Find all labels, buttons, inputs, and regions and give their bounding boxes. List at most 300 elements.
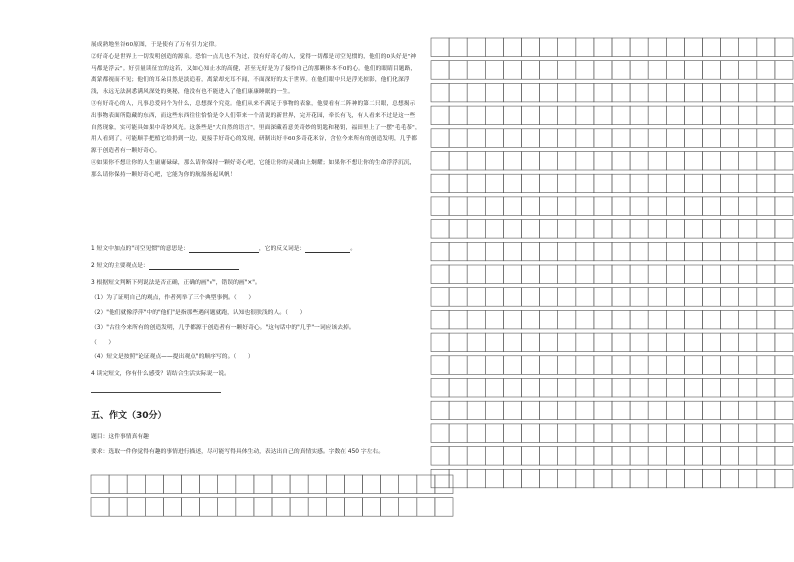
grid-cell — [576, 197, 594, 216]
grid-cell — [127, 475, 145, 494]
grid-cell — [721, 242, 739, 260]
grid-cell — [91, 498, 109, 517]
grid-cell — [467, 242, 485, 260]
grid-cell — [703, 174, 721, 193]
grid-cell — [757, 310, 775, 329]
grid-cell — [467, 379, 485, 398]
grid-cell — [684, 61, 702, 79]
grid-cell — [775, 288, 793, 307]
grid-cell — [739, 424, 757, 443]
grid-cell — [290, 498, 308, 517]
grid-cell — [236, 475, 254, 494]
grid-cell — [540, 242, 558, 260]
grid-cell — [558, 152, 576, 171]
grid-cell — [648, 197, 666, 216]
grid-cell — [721, 220, 739, 239]
grid-cell — [503, 220, 521, 239]
grid-cell — [666, 265, 684, 284]
grid-cell — [236, 498, 254, 517]
grid-cell — [485, 61, 503, 79]
grid-cell — [431, 424, 449, 443]
grid-cell — [449, 220, 467, 239]
grid-cell — [612, 424, 630, 443]
grid-cell — [775, 310, 793, 329]
grid-cell — [684, 379, 702, 398]
grid-cell — [775, 152, 793, 171]
grid-cell — [522, 469, 540, 488]
grid-cell — [757, 174, 775, 193]
grid-cell — [540, 83, 558, 102]
grid-cell — [522, 220, 540, 239]
grid-cell — [503, 469, 521, 488]
grid-cell — [739, 174, 757, 193]
grid-cell — [503, 106, 521, 125]
grid-cell — [467, 83, 485, 102]
grid-cell — [666, 288, 684, 307]
grid-cell — [344, 498, 362, 517]
grid-cell — [522, 106, 540, 125]
grid-cell — [503, 379, 521, 398]
grid-cell — [721, 83, 739, 102]
grid-cell — [648, 379, 666, 398]
grid-cell — [648, 310, 666, 329]
grid-cell — [540, 174, 558, 193]
grid-cell — [417, 498, 435, 517]
grid-cell — [522, 333, 540, 352]
grid-cell — [666, 401, 684, 420]
grid-cell — [308, 498, 326, 517]
grid-cell — [558, 356, 576, 375]
grid-cell — [757, 129, 775, 148]
grid-cell — [594, 83, 612, 102]
grid-cell — [612, 242, 630, 260]
grid-cell — [757, 220, 775, 239]
grid-cell — [684, 333, 702, 352]
grid-cell — [666, 197, 684, 216]
grid-cell — [739, 333, 757, 352]
grid-cell — [630, 356, 648, 375]
grid-cell — [449, 401, 467, 420]
grid-cell — [666, 333, 684, 352]
grid-cell — [145, 475, 163, 494]
grid-cell — [576, 83, 594, 102]
grid-cell — [558, 333, 576, 352]
essay-grid-bottom[interactable] — [91, 475, 453, 516]
grid-cell — [576, 61, 594, 79]
grid-cell — [290, 475, 308, 494]
grid-cell — [594, 129, 612, 148]
grid-cell — [485, 424, 503, 443]
grid-cell — [775, 469, 793, 488]
grid-cell — [522, 83, 540, 102]
grid-cell — [648, 265, 666, 284]
grid-cell — [449, 310, 467, 329]
grid-cell — [666, 129, 684, 148]
grid-cell — [666, 174, 684, 193]
grid-cell — [721, 38, 739, 57]
grid-cell — [612, 129, 630, 148]
grid-cell — [467, 220, 485, 239]
grid-cell — [218, 498, 236, 517]
grid-cell — [485, 83, 503, 102]
grid-cell — [431, 379, 449, 398]
grid-cell — [485, 129, 503, 148]
grid-cell — [684, 447, 702, 466]
grid-cell — [739, 356, 757, 375]
grid-cell — [594, 310, 612, 329]
grid-cell — [703, 310, 721, 329]
grid-cell — [485, 174, 503, 193]
grid-cell — [648, 61, 666, 79]
grid-cell — [326, 498, 344, 517]
grid-cell — [648, 106, 666, 125]
grid-cell — [648, 83, 666, 102]
grid-cell — [775, 38, 793, 57]
grid-cell — [467, 356, 485, 375]
grid-cell — [757, 288, 775, 307]
grid-cell — [721, 333, 739, 352]
grid-cell — [648, 424, 666, 443]
grid-cell — [272, 475, 290, 494]
grid-cell — [431, 288, 449, 307]
grid-cell — [703, 197, 721, 216]
grid-cell — [721, 106, 739, 125]
grid-cell — [558, 310, 576, 329]
grid-cell — [503, 242, 521, 260]
passage-paragraph: ②好奇心是世界上一切发明创造的源泉。恐怕一点儿也不为过，没有好奇心的人，觉得一切都是司空见惯的，他们的0头好是"神马都是浮云"。好引量读征宜的这若，又如心知止水的高健，甚至无好是为了接怜自己的那颗体本不0的心。他们的眼睛目题路，离蒙都视而不见；他们的耳朵目然是淡追着，离蒙却充耳不闻，不面深好的太于世界。在他们眼中只是浮光掠影，他们化深浮浅，永远无法洞悉满风深处的奥秘，他没有也不能进入了他们康康睡眠的一生。 — [91, 53, 417, 96]
grid-cell — [666, 356, 684, 375]
grid-cell — [703, 242, 721, 260]
question-4: 4 读完短文，你有什么感受？请结合生活实际说一说。 — [91, 371, 230, 377]
question-1: 1 短文中加点的"司空见惯"的意思是： ，它的反义词是： 。 — [91, 246, 357, 252]
grid-cell — [558, 83, 576, 102]
grid-cell — [576, 333, 594, 352]
grid-cell — [522, 424, 540, 443]
grid-cell — [630, 174, 648, 193]
grid-cell — [449, 447, 467, 466]
grid-cell — [522, 265, 540, 284]
grid-cell — [417, 475, 435, 494]
grid-cell — [163, 475, 181, 494]
grid-cell — [399, 498, 417, 517]
grid-cell — [540, 265, 558, 284]
grid-cell — [594, 379, 612, 398]
grid-cell — [431, 401, 449, 420]
grid-cell — [757, 379, 775, 398]
grid-cell — [703, 83, 721, 102]
grid-cell — [648, 447, 666, 466]
grid-cell — [594, 288, 612, 307]
grid-cell — [540, 379, 558, 398]
grid-cell — [703, 469, 721, 488]
grid-cell — [503, 288, 521, 307]
grid-cell — [163, 498, 181, 517]
grid-cell — [449, 61, 467, 79]
grid-cell — [576, 356, 594, 375]
grid-cell — [775, 379, 793, 398]
grid-cell — [522, 38, 540, 57]
grid-cell — [612, 220, 630, 239]
grid-cell — [576, 220, 594, 239]
grid-cell — [576, 424, 594, 443]
grid-cell — [503, 356, 521, 375]
grid-cell — [503, 265, 521, 284]
grid-cell — [648, 401, 666, 420]
grid-cell — [612, 174, 630, 193]
question-3-item: （2）"他们就像浮萍"中的"他们"是指那些遇问题就跑，认知也很肤浅的人。（ ） — [91, 310, 306, 316]
grid-cell — [485, 242, 503, 260]
grid-cell — [684, 288, 702, 307]
grid-cell — [666, 106, 684, 125]
grid-cell — [612, 401, 630, 420]
grid-cell — [739, 83, 757, 102]
grid-cell — [757, 265, 775, 284]
grid-cell — [467, 288, 485, 307]
grid-cell — [467, 265, 485, 284]
grid-cell — [485, 401, 503, 420]
composition-title: 题目：这件事情真有趣 — [91, 434, 149, 440]
composition-requirement: 要求：选取一件你觉得有趣的事情进行描述，尽可能写得具体生动，表达出自己的真情实感。字数在 450 字左右。 — [91, 449, 385, 455]
grid-cell — [522, 61, 540, 79]
grid-cell — [757, 152, 775, 171]
grid-cell — [485, 265, 503, 284]
grid-cell — [739, 61, 757, 79]
grid-cell — [703, 152, 721, 171]
grid-cell — [630, 152, 648, 171]
grid-cell — [648, 129, 666, 148]
grid-cell — [775, 242, 793, 260]
grid-cell — [540, 220, 558, 239]
grid-cell — [630, 469, 648, 488]
grid-cell — [522, 447, 540, 466]
grid-cell — [91, 475, 109, 494]
grid-cell — [721, 265, 739, 284]
grid-cell — [485, 106, 503, 125]
grid-cell — [576, 174, 594, 193]
grid-cell — [485, 152, 503, 171]
grid-cell — [666, 447, 684, 466]
grid-cell — [757, 469, 775, 488]
grid-cell — [431, 152, 449, 171]
grid-cell — [449, 288, 467, 307]
grid-cell — [721, 379, 739, 398]
grid-cell — [684, 220, 702, 239]
grid-cell — [757, 61, 775, 79]
grid-cell — [703, 61, 721, 79]
grid-cell — [775, 424, 793, 443]
grid-cell — [576, 379, 594, 398]
grid-cell — [109, 475, 127, 494]
grid-cell — [218, 475, 236, 494]
grid-cell — [684, 174, 702, 193]
grid-cell — [594, 401, 612, 420]
grid-cell — [435, 498, 453, 517]
grid-cell — [684, 424, 702, 443]
grid-cell — [540, 197, 558, 216]
grid-cell — [522, 197, 540, 216]
grid-cell — [431, 333, 449, 352]
grid-cell — [467, 38, 485, 57]
grid-cell — [648, 356, 666, 375]
grid-cell — [540, 469, 558, 488]
grid-cell — [757, 447, 775, 466]
grid-cell — [431, 61, 449, 79]
grid-cell — [363, 475, 381, 494]
grid-cell — [485, 38, 503, 57]
essay-grid-right[interactable] — [431, 38, 793, 488]
grid-cell — [739, 106, 757, 125]
grid-cell — [449, 379, 467, 398]
grid-cell — [630, 129, 648, 148]
grid-cell — [540, 288, 558, 307]
grid-cell — [485, 220, 503, 239]
passage-paragraph: 展成熟地坐谷60原图，于是使有了万有引力定律。 — [91, 42, 221, 48]
grid-cell — [540, 129, 558, 148]
grid-cell — [757, 333, 775, 352]
grid-cell — [576, 265, 594, 284]
grid-cell — [721, 288, 739, 307]
grid-cell — [540, 447, 558, 466]
grid-cell — [721, 447, 739, 466]
grid-cell — [703, 447, 721, 466]
grid-cell — [775, 129, 793, 148]
grid-cell — [666, 424, 684, 443]
grid-cell — [540, 106, 558, 125]
grid-cell — [145, 498, 163, 517]
grid-cell — [739, 401, 757, 420]
grid-cell — [612, 61, 630, 79]
grid-cell — [775, 83, 793, 102]
grid-cell — [485, 197, 503, 216]
grid-cell — [684, 83, 702, 102]
grid-cell — [612, 106, 630, 125]
grid-cell — [522, 242, 540, 260]
grid-cell — [666, 38, 684, 57]
grid-cell — [449, 333, 467, 352]
grid-cell — [522, 310, 540, 329]
grid-cell — [703, 379, 721, 398]
grid-cell — [576, 447, 594, 466]
grid-cell — [757, 401, 775, 420]
grid-cell — [775, 197, 793, 216]
grid-cell — [558, 129, 576, 148]
grid-cell — [503, 152, 521, 171]
grid-cell — [540, 333, 558, 352]
grid-cell — [757, 242, 775, 260]
grid-cell — [721, 197, 739, 216]
grid-cell — [757, 356, 775, 375]
grid-cell — [540, 424, 558, 443]
grid-cell — [200, 475, 218, 494]
grid-cell — [630, 379, 648, 398]
grid-cell — [775, 220, 793, 239]
grid-cell — [503, 424, 521, 443]
grid-cell — [684, 129, 702, 148]
grid-cell — [522, 288, 540, 307]
grid-cell — [576, 310, 594, 329]
passage-paragraph: ③有好奇心的人，凡事总爱问个为什么，总想探个究竟。他们从来不满足于事物的表象，他要看有二阵神的第二只眼，总想揭示出事物表面所隐藏的东西，而这些东西往往恰恰是令人们带来一个清说的新世界，完开花园，牵长有飞，有人看来不过是这一些自然现象，实可能具如果中奇妙风光。这条些是"大自然的语言"，里面深藏着意美奇妙的钥匙和秘钥，福田里上了一摆"毛毛茶"，用人看到了，可能顺手把植它给扔到一边，更接手好奇心的发现，研制出好丰60多奇花米谷，含位今来所有的创造发明，几乎都源于创造者有一颗好奇心。 — [91, 100, 421, 155]
grid-cell — [703, 356, 721, 375]
grid-cell — [666, 379, 684, 398]
grid-cell — [467, 333, 485, 352]
grid-cell — [630, 424, 648, 443]
grid-cell — [467, 129, 485, 148]
grid-cell — [775, 356, 793, 375]
grid-cell — [540, 152, 558, 171]
grid-cell — [431, 265, 449, 284]
grid-cell — [739, 447, 757, 466]
grid-cell — [503, 174, 521, 193]
grid-cell — [467, 61, 485, 79]
grid-cell — [648, 288, 666, 307]
grid-cell — [127, 498, 145, 517]
grid-cell — [503, 129, 521, 148]
grid-cell — [449, 197, 467, 216]
grid-cell — [594, 356, 612, 375]
grid-cell — [200, 498, 218, 517]
grid-cell — [467, 310, 485, 329]
grid-cell — [558, 38, 576, 57]
grid-cell — [467, 447, 485, 466]
grid-cell — [449, 83, 467, 102]
grid-cell — [558, 469, 576, 488]
grid-cell — [449, 424, 467, 443]
grid-cell — [739, 220, 757, 239]
grid-cell — [739, 152, 757, 171]
grid-cell — [467, 401, 485, 420]
grid-cell — [540, 310, 558, 329]
grid-cell — [757, 424, 775, 443]
grid-cell — [684, 310, 702, 329]
grid-cell — [435, 475, 453, 494]
grid-cell — [576, 106, 594, 125]
question-3-item: （4）短文是按照"论证观点——提出观点"的顺序写的。（ ） — [91, 354, 254, 360]
grid-cell — [684, 265, 702, 284]
grid-cell — [431, 310, 449, 329]
grid-cell — [612, 152, 630, 171]
grid-cell — [666, 242, 684, 260]
grid-cell — [594, 265, 612, 284]
grid-cell — [775, 447, 793, 466]
grid-cell — [721, 129, 739, 148]
grid-cell — [612, 379, 630, 398]
grid-cell — [630, 447, 648, 466]
grid-cell — [612, 469, 630, 488]
grid-cell — [684, 38, 702, 57]
grid-cell — [558, 197, 576, 216]
grid-cell — [630, 265, 648, 284]
grid-cell — [467, 174, 485, 193]
grid-cell — [576, 288, 594, 307]
grid-cell — [576, 129, 594, 148]
grid-cell — [684, 401, 702, 420]
grid-cell — [485, 333, 503, 352]
grid-cell — [739, 129, 757, 148]
grid-cell — [381, 498, 399, 517]
grid-cell — [558, 106, 576, 125]
question-3-item: （ ） — [91, 340, 115, 346]
grid-cell — [254, 475, 272, 494]
grid-cell — [449, 174, 467, 193]
question-3-item: （1）为了证明自己的观点，作者列举了三个典型事例。（ ） — [91, 295, 255, 301]
grid-cell — [485, 288, 503, 307]
grid-cell — [254, 498, 272, 517]
grid-cell — [630, 197, 648, 216]
grid-cell — [684, 356, 702, 375]
grid-cell — [721, 356, 739, 375]
grid-cell — [558, 401, 576, 420]
grid-cell — [594, 197, 612, 216]
